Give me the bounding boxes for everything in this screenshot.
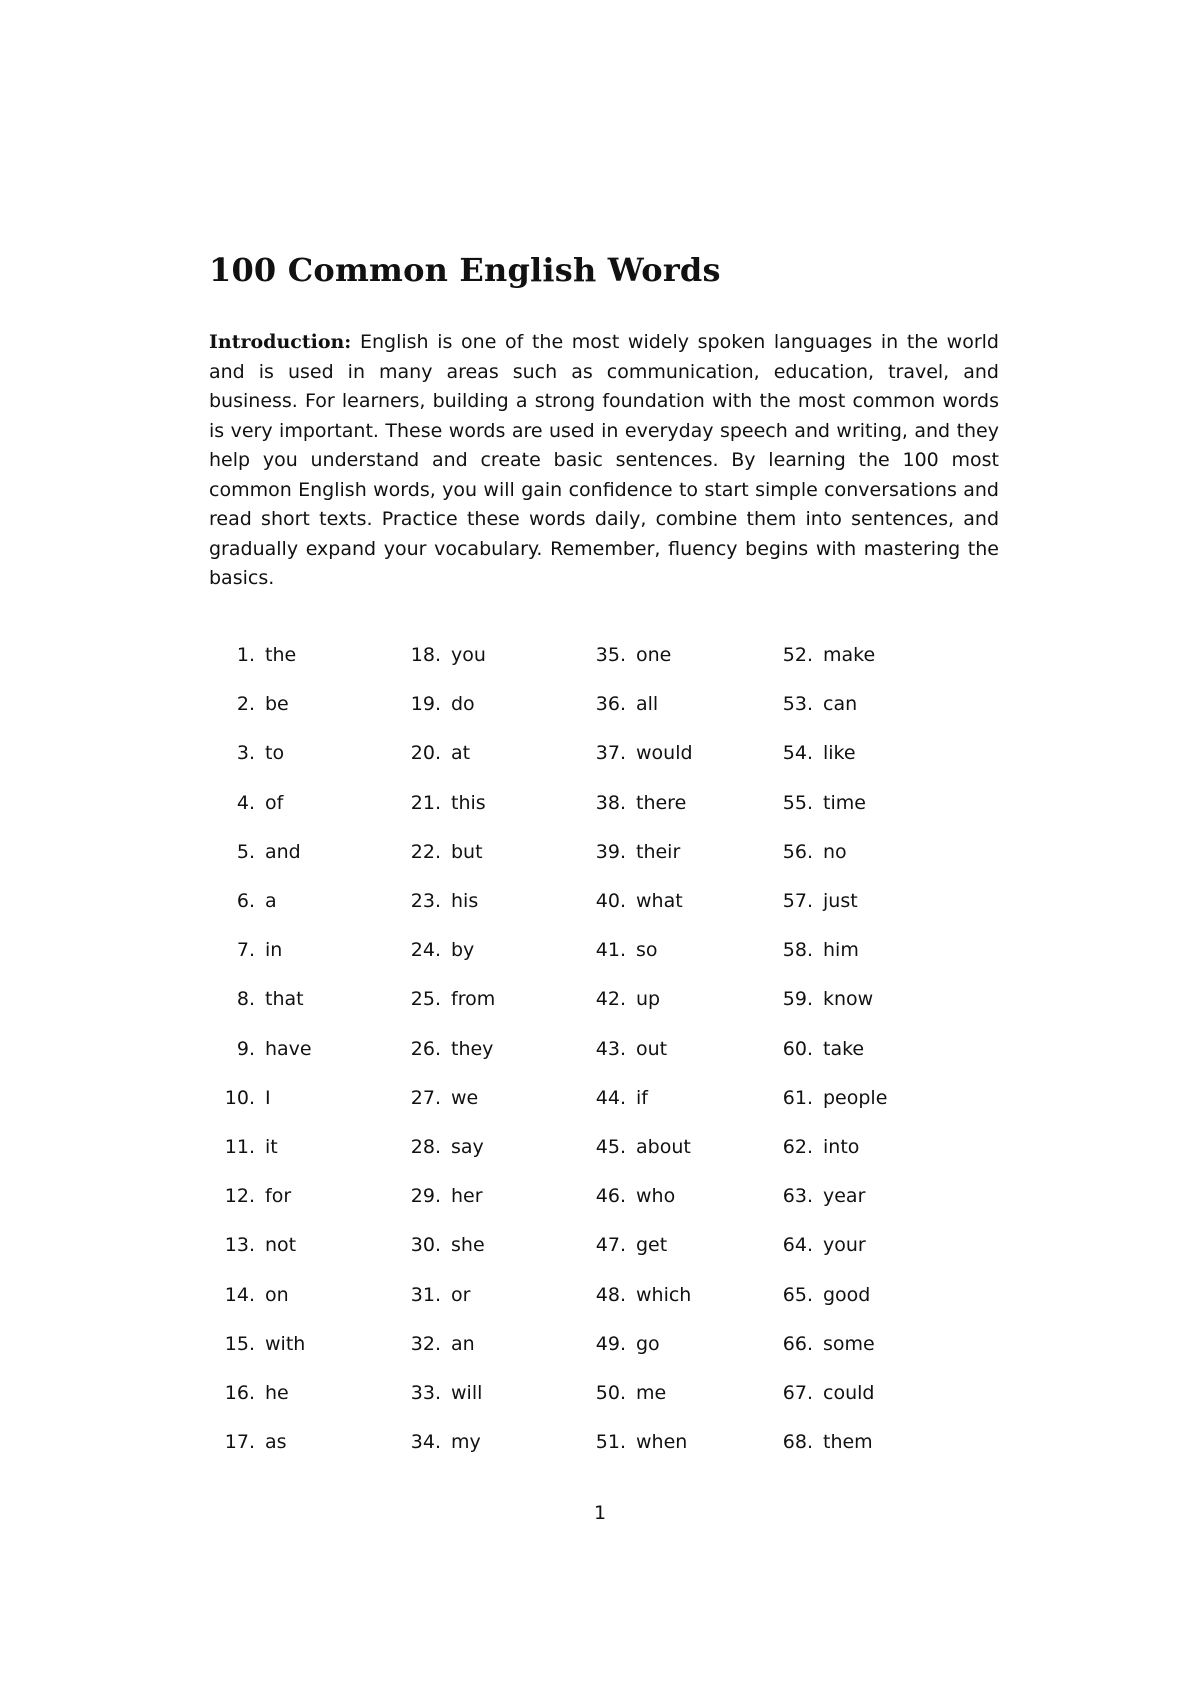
word-list-item (767, 640, 875, 670)
word-list (209, 640, 1009, 1460)
word-text: like (823, 742, 856, 765)
word-text: she (451, 1234, 485, 1257)
word-number: 25. (410, 988, 441, 1011)
word-list-item (580, 1132, 691, 1162)
word-text: his (451, 890, 479, 912)
word-list-item (580, 640, 671, 670)
word-list-item (395, 1378, 482, 1408)
word-list-item (580, 886, 683, 916)
word-list-item (767, 984, 873, 1014)
word-number: 37. (595, 742, 626, 765)
word-number: 30. (410, 1234, 441, 1257)
word-number: 23. (410, 890, 441, 912)
word-number: 19. (410, 693, 441, 716)
word-text: I (265, 1086, 271, 1109)
word-number: 44. (595, 1086, 626, 1109)
word-list-item (580, 837, 680, 867)
word-text: of (265, 791, 284, 814)
word-list-item (395, 788, 486, 818)
word-number: 41. (595, 939, 626, 962)
word-number: 51. (595, 1431, 626, 1454)
word-text: can (823, 693, 858, 716)
word-number: 47. (595, 1234, 626, 1257)
word-number: 14. (224, 1283, 255, 1306)
word-list-item (767, 1329, 875, 1359)
word-number: 43. (595, 1037, 626, 1060)
word-number: 62. (782, 1136, 813, 1158)
word-text: from (451, 988, 496, 1011)
word-list-item (767, 1083, 887, 1113)
word-list-item (580, 935, 658, 965)
word-list-item (209, 1181, 291, 1211)
word-text: they (451, 1037, 494, 1060)
word-text: me (636, 1382, 667, 1404)
word-text: who (636, 1185, 676, 1208)
word-text: could (823, 1382, 875, 1404)
page-title: 100 Common English Words (209, 251, 721, 289)
word-list-item (209, 1378, 289, 1408)
word-text: make (823, 644, 876, 666)
word-list-item (209, 1132, 278, 1162)
word-text: at (451, 742, 471, 765)
word-list-item (395, 640, 486, 670)
word-text: this (451, 791, 486, 814)
word-list-item (395, 1280, 470, 1310)
word-list-item (580, 1427, 687, 1457)
word-list-item (395, 1132, 484, 1162)
word-number: 20. (410, 742, 441, 765)
word-number: 42. (595, 988, 626, 1011)
word-list-item (395, 1230, 485, 1260)
word-list-item (580, 689, 658, 719)
introduction-paragraph (209, 328, 999, 594)
word-list-item (395, 935, 474, 965)
word-number: 46. (595, 1185, 626, 1208)
word-number: 45. (595, 1136, 626, 1158)
word-list-item (767, 1132, 859, 1162)
word-text: by (451, 939, 475, 962)
word-list-item (395, 886, 478, 916)
word-list-item (209, 1329, 305, 1359)
word-number: 6. (236, 890, 255, 912)
word-list-item (767, 886, 858, 916)
word-list-item (209, 984, 304, 1014)
word-text: when (636, 1431, 688, 1454)
word-text: the (265, 644, 297, 666)
word-text: people (823, 1086, 888, 1109)
word-list-item (767, 935, 859, 965)
word-text: go (636, 1332, 660, 1355)
word-number: 52. (782, 644, 813, 666)
word-number: 38. (595, 791, 626, 814)
word-number: 48. (595, 1283, 626, 1306)
word-text: their (636, 840, 681, 863)
word-text: my (451, 1431, 481, 1454)
word-text: up (636, 988, 661, 1011)
word-text: just (823, 890, 858, 912)
word-list-item (580, 1329, 660, 1359)
word-number: 2. (236, 693, 255, 716)
word-list-item (580, 1083, 648, 1113)
word-text: or (451, 1283, 471, 1306)
word-number: 24. (410, 939, 441, 962)
word-number: 15. (224, 1332, 255, 1355)
word-number: 17. (224, 1431, 255, 1454)
word-text: will (451, 1382, 483, 1404)
word-number: 61. (782, 1086, 813, 1109)
word-list-item (209, 689, 289, 719)
word-number: 34. (410, 1431, 441, 1454)
word-text: say (451, 1136, 484, 1158)
word-number: 27. (410, 1086, 441, 1109)
word-text: have (265, 1037, 312, 1060)
word-text: on (265, 1283, 289, 1306)
word-number: 22. (410, 840, 441, 863)
word-text: her (451, 1185, 483, 1208)
word-list-item (580, 1230, 667, 1260)
word-list-item (767, 1378, 874, 1408)
word-number: 57. (782, 890, 813, 912)
word-list-item (395, 1329, 475, 1359)
word-number: 9. (236, 1037, 255, 1060)
word-list-item (395, 837, 483, 867)
word-text: what (636, 890, 683, 912)
word-number: 58. (782, 939, 813, 962)
word-number: 12. (224, 1185, 255, 1208)
word-text: him (823, 939, 859, 962)
word-number: 53. (782, 693, 813, 716)
word-text: and (265, 840, 301, 863)
word-list-item (767, 1034, 864, 1064)
word-list-item (209, 935, 282, 965)
word-text: get (636, 1234, 668, 1257)
word-list-item (580, 1378, 666, 1408)
word-list-item (209, 640, 296, 670)
word-text: so (636, 939, 658, 962)
word-number: 16. (224, 1382, 255, 1404)
word-number: 10. (224, 1086, 255, 1109)
word-number: 18. (410, 644, 441, 666)
word-number: 49. (595, 1332, 626, 1355)
word-text: some (823, 1332, 875, 1355)
word-text: for (265, 1185, 292, 1208)
word-number: 4. (236, 791, 255, 814)
word-list-item (580, 1181, 675, 1211)
word-list-item (767, 1427, 873, 1457)
word-text: which (636, 1283, 692, 1306)
word-number: 63. (782, 1185, 813, 1208)
introduction-text: English is one of the most widely spoken languages in the world and is used in many areas such as communication, education, travel, and business. For learners, building a strong foundation with the most common words is very important. These words are used in everyday speech and writing, and they help you understand and create basic sentences. By learning the 100 most common English words, you will gain confidence to start simple conversations and read short texts. Practice these words daily, combine them into sentences, and gradually expand your vocabulary. Remember, fluency begins with mastering the basics. (209, 331, 999, 589)
word-text: there (636, 791, 687, 814)
word-number: 31. (410, 1283, 441, 1306)
word-text: not (265, 1234, 297, 1257)
word-list-item (395, 1427, 481, 1457)
word-text: know (823, 988, 874, 1011)
word-list-item (767, 788, 866, 818)
word-text: would (636, 742, 693, 765)
word-list-item (209, 738, 284, 768)
introduction-label: Introduction: (209, 331, 352, 353)
word-number: 60. (782, 1037, 813, 1060)
word-text: if (636, 1086, 648, 1109)
word-text: in (265, 939, 283, 962)
word-text: your (823, 1234, 866, 1257)
word-text: year (823, 1185, 866, 1208)
word-text: a (265, 890, 277, 912)
word-number: 26. (410, 1037, 441, 1060)
word-number: 36. (595, 693, 626, 716)
word-text: out (636, 1037, 668, 1060)
word-number: 40. (595, 890, 626, 912)
word-number: 67. (782, 1382, 813, 1404)
word-number: 66. (782, 1332, 813, 1355)
word-text: but (451, 840, 483, 863)
word-number: 33. (410, 1382, 441, 1404)
word-list-item (767, 1280, 870, 1310)
word-number: 55. (782, 791, 813, 814)
word-text: all (636, 693, 659, 716)
word-list-item (767, 689, 857, 719)
word-list-item (580, 1034, 667, 1064)
word-number: 21. (410, 791, 441, 814)
word-text: be (265, 693, 289, 716)
word-number: 8. (236, 988, 255, 1011)
word-number: 13. (224, 1234, 255, 1257)
word-text: good (823, 1283, 871, 1306)
word-number: 56. (782, 840, 813, 863)
word-number: 11. (224, 1136, 255, 1158)
word-list-item (395, 1034, 493, 1064)
word-text: with (265, 1332, 306, 1355)
word-text: it (265, 1136, 278, 1158)
word-list-item (209, 1083, 271, 1113)
word-list-item (767, 1230, 866, 1260)
word-number: 7. (236, 939, 255, 962)
word-number: 54. (782, 742, 813, 765)
word-text: take (823, 1037, 865, 1060)
word-text: to (265, 742, 285, 765)
word-number: 32. (410, 1332, 441, 1355)
word-text: an (451, 1332, 475, 1355)
word-number: 59. (782, 988, 813, 1011)
word-number: 29. (410, 1185, 441, 1208)
word-text: you (451, 644, 486, 666)
word-number: 3. (236, 742, 255, 765)
word-number: 64. (782, 1234, 813, 1257)
word-list-item (209, 1427, 287, 1457)
word-text: do (451, 693, 475, 716)
word-list-item (209, 1034, 312, 1064)
word-list-item (209, 1230, 296, 1260)
word-text: into (823, 1136, 860, 1158)
word-list-item (580, 788, 686, 818)
word-list-item (395, 1181, 483, 1211)
word-list-item (209, 837, 301, 867)
word-number: 68. (782, 1431, 813, 1454)
word-number: 28. (410, 1136, 441, 1158)
word-list-item (580, 1280, 691, 1310)
word-text: he (265, 1382, 289, 1404)
word-list-item (395, 738, 470, 768)
word-number: 65. (782, 1283, 813, 1306)
word-list-item (209, 788, 283, 818)
word-text: no (823, 840, 847, 863)
word-list-item (767, 837, 847, 867)
word-text: time (823, 791, 866, 814)
word-list-item (767, 738, 856, 768)
word-number: 35. (595, 644, 626, 666)
word-list-item (395, 1083, 478, 1113)
word-text: one (636, 644, 672, 666)
word-number: 50. (595, 1382, 626, 1404)
word-number: 39. (595, 840, 626, 863)
word-text: as (265, 1431, 287, 1454)
page-number: 1 (593, 1502, 607, 1524)
word-list-item (767, 1181, 865, 1211)
word-text: about (636, 1136, 691, 1158)
word-text: we (451, 1086, 479, 1109)
word-list-item (580, 738, 693, 768)
word-list-item (209, 1280, 289, 1310)
word-number: 1. (236, 644, 255, 666)
word-list-item (395, 689, 475, 719)
word-list-item (395, 984, 495, 1014)
word-text: them (823, 1431, 873, 1454)
word-text: that (265, 988, 304, 1011)
word-list-item (580, 984, 660, 1014)
word-number: 5. (236, 840, 255, 863)
word-list-item (209, 886, 277, 916)
